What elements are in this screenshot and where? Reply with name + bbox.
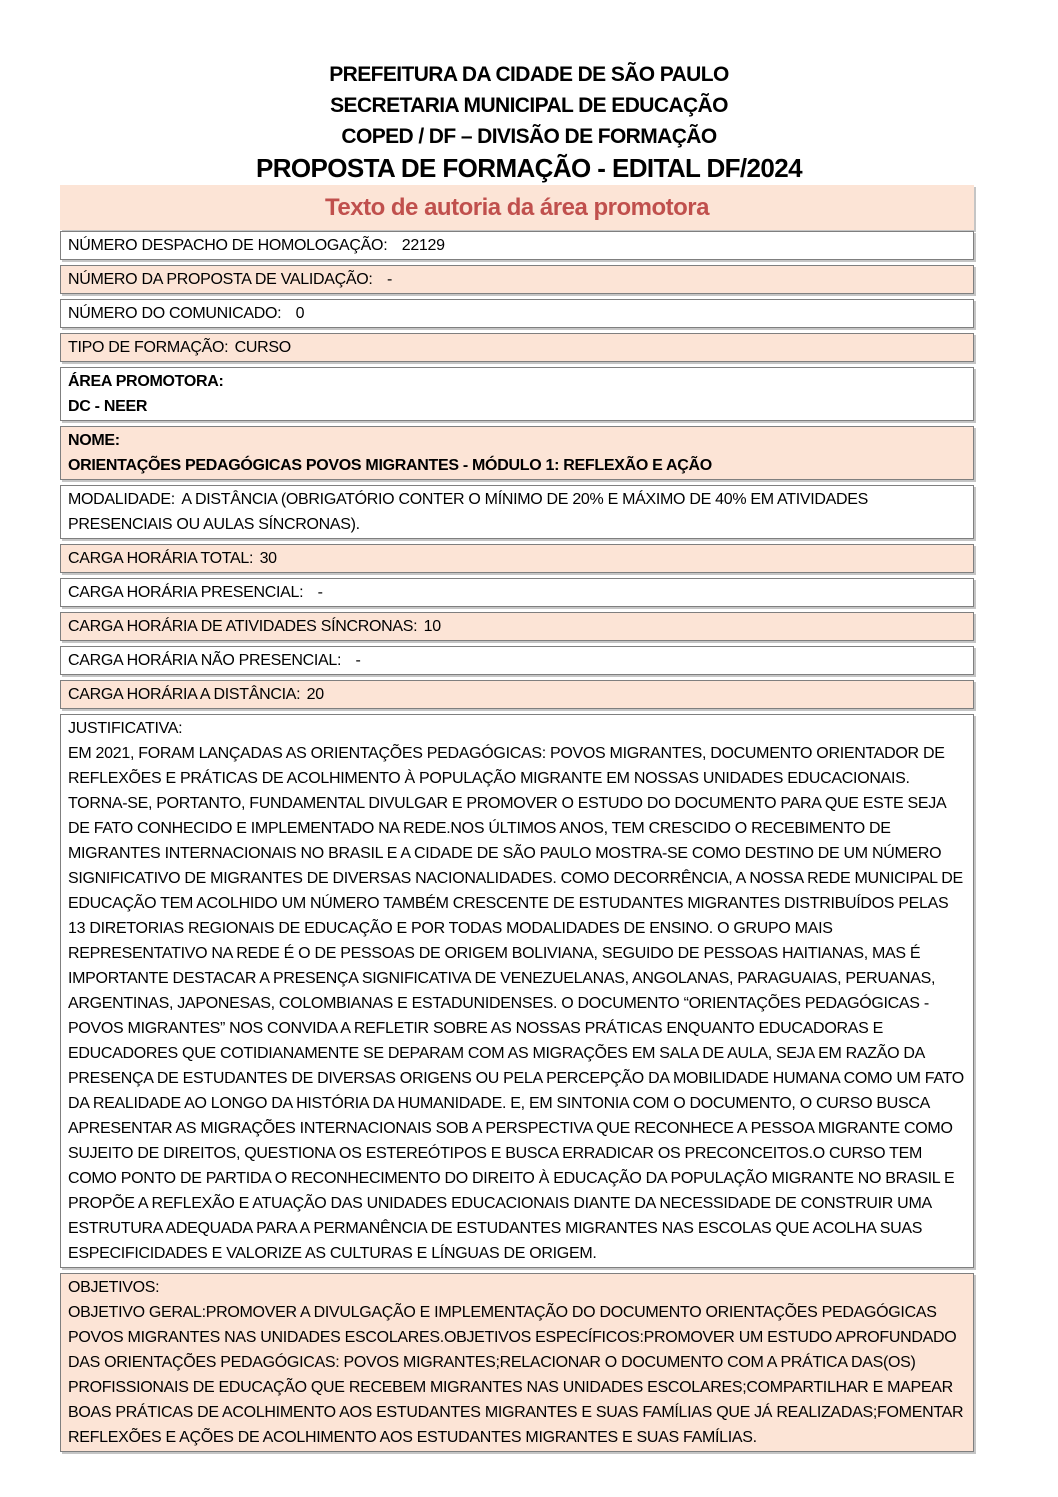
- field-label: CARGA HORÁRIA A DISTÂNCIA:: [68, 686, 301, 703]
- field-label: CARGA HORÁRIA DE ATIVIDADES SÍNCRONAS:: [68, 618, 418, 635]
- field-despacho-homologacao: [60, 231, 974, 260]
- field-value: ORIENTAÇÕES PEDAGÓGICAS POVOS MIGRANTES - MÓDULO 1: REFLEXÃO E AÇÃO: [68, 457, 712, 474]
- field-carga-horaria-presencial: [60, 578, 974, 607]
- field-value: A DISTÂNCIA (OBRIGATÓRIO CONTER O MÍNIMO DE 20% E MÁXIMO DE 40% EM ATIVIDADES PRESENCIAIS OU AULAS SÍNCRONAS).: [68, 491, 868, 533]
- field-justificativa: [60, 714, 974, 1268]
- field-label: ÁREA PROMOTORA:: [68, 373, 224, 390]
- field-numero-comunicado: [60, 299, 974, 328]
- field-nome: [60, 426, 974, 480]
- field-label: OBJETIVOS:: [68, 1279, 160, 1296]
- field-value: 20: [306, 686, 324, 703]
- field-carga-horaria-distancia: [60, 680, 974, 709]
- field-label: NOME:: [68, 432, 120, 449]
- field-value: 0: [295, 305, 305, 322]
- document-header: [0, 0, 1058, 184]
- field-label: MODALIDADE:: [68, 491, 175, 508]
- org-name-line1: PREFEITURA DA CIDADE DE SÃO PAULO: [329, 63, 729, 86]
- field-objetivos: [60, 1273, 974, 1452]
- org-name-line2: SECRETARIA MUNICIPAL DE EDUCAÇÃO: [330, 94, 728, 117]
- field-label: NÚMERO DA PROPOSTA DE VALIDAÇÃO:: [68, 271, 373, 288]
- field-value: 22129: [401, 237, 445, 254]
- field-modalidade: [60, 485, 974, 539]
- field-label: NÚMERO DESPACHO DE HOMOLOGAÇÃO:: [68, 237, 388, 254]
- field-label: JUSTIFICATIVA:: [68, 720, 183, 737]
- field-value: CURSO: [234, 339, 291, 356]
- field-label: NÚMERO DO COMUNICADO:: [68, 305, 282, 322]
- field-carga-horaria-sincronas: [60, 612, 974, 641]
- field-label: TIPO DE FORMAÇÃO:: [68, 339, 229, 356]
- field-label: CARGA HORÁRIA NÃO PRESENCIAL:: [68, 652, 342, 669]
- field-tipo-formacao: [60, 333, 974, 362]
- field-area-promotora: [60, 367, 974, 421]
- field-value: -: [317, 584, 323, 601]
- field-proposta-validacao: [60, 265, 974, 294]
- field-value: 10: [423, 618, 441, 635]
- field-label: CARGA HORÁRIA PRESENCIAL:: [68, 584, 304, 601]
- field-value: OBJETIVO GERAL:PROMOVER A DIVULGAÇÃO E IMPLEMENTAÇÃO DO DOCUMENTO ORIENTAÇÕES PEDAGÓGICAS POVOS MIGRANTES NAS UNIDADES ESCOLARES.OBJETIVOS ESPECÍFICOS:PROMOVER UM ESTUDO APROFUNDADO DAS ORIENTAÇÕES PEDAGÓGICAS: POVOS MIGRANTES;RELACIONAR O DOCUMENTO COM A PRÁTICA DAS(OS) PROFISSIONAIS DE EDUCAÇÃO QUE RECEBEM MIGRANTES NAS UNIDADES ESCOLARES;COMPARTILHAR E MAPEAR BOAS PRÁTICAS DE ACOLHIMENTO AOS ESTUDANTES MIGRANTES E SUAS FAMÍLIAS QUE JÁ REALIZADAS;FOMENTAR REFLEXÕES E AÇÕES DE ACOLHIMENTO AOS ESTUDANTES MIGRANTES E SUAS FAMÍLIAS.: [68, 1304, 964, 1446]
- field-value: -: [386, 271, 392, 288]
- field-value: 30: [259, 550, 277, 567]
- field-value: DC - NEER: [68, 398, 148, 415]
- field-label: CARGA HORÁRIA TOTAL:: [68, 550, 254, 567]
- field-value: EM 2021, FORAM LANÇADAS AS ORIENTAÇÕES PEDAGÓGICAS: POVOS MIGRANTES, DOCUMENTO ORIENTADOR DE REFLEXÕES E PRÁTICAS DE ACOLHIMENTO À POPULAÇÃO MIGRANTE EM NOSSAS UNIDADES EDUCACIONAIS. TORNA-SE, PORTANTO, FUNDAMENTAL DIVULGAR E PROMOVER O ESTUDO DO DOCUMENTO PARA QUE ESTE SEJA DE FATO CONHECIDO E IMPLEMENTADO NA REDE.NOS ÚLTIMOS ANOS, TEM CRESCIDO O RECEBIMENTO DE MIGRANTES INTERNACIONAIS NO BRASIL E A CIDADE DE SÃO PAULO MOSTRA-SE COMO DESTINO DE UM NÚMERO SIGNIFICATIVO DE MIGRANTES DE DIVERSAS NACIONALIDADES. COMO DECORRÊNCIA, A NOSSA REDE MUNICIPAL DE EDUCAÇÃO TEM ACOLHIDO UM NÚMERO TAMBÉM CRESCENTE DE ESTUDANTES MIGRANTES DISTRIBUÍDOS PELAS 13 DIRETORIAS REGIONAIS DE EDUCAÇÃO E POR TODAS MODALIDADES DE ENSINO. O GRUPO MAIS REPRESENTATIVO NA REDE É O DE PESSOAS DE ORIGEM BOLIVIANA, SEGUIDO DE PESSOAS HAITIANAS, MAS É IMPORTANTE DESTACAR A PRESENÇA SIGNIFICATIVA DE VENEZUELANAS, ANGOLANAS, PARAGUAIAS, PERUANAS, ARGENTINAS, JAPONESAS, COLOMBIANAS E ESTADUNIDENSES. O DOCUMENTO “ORIENTAÇÕES PEDAGÓGICAS - POVOS MIGRANTES” NOS CONVIDA A REFLETIR SOBRE AS NOSSAS PRÁTICAS ENQUANTO EDUCADORAS E EDUCADORES QUE COTIDIANAMENTE SE DEPARAM COM AS MIGRAÇÕES EM SALA DE AULA, SEJA EM RAZÃO DA PRESENÇA DE ESTUDANTES DE DIVERSAS ORIGENS OU PELA PERCEPÇÃO DA MOBILIDADE HUMANA COMO UM FATO DA REALIDADE AO LONGO DA HISTÓRIA DA HUMANIDADE. E, EM SINTONIA COM O DOCUMENTO, O CURSO BUSCA APRESENTAR AS MIGRAÇÕES INTERNACIONAIS SOB A PERSPECTIVA QUE RECONHECE A PESSOA MIGRANTE COMO SUJEITO DE DIREITOS, QUESTIONA OS ESTEREÓTIPOS E BUSCA ERRADICAR OS PRECONCEITOS.O CURSO TEM COMO PONTO DE PARTIDA O RECONHECIMENTO DO DIREITO À EDUCAÇÃO DA POPULAÇÃO MIGRANTE NO BRASIL E PROPÕE A REFLEXÃO E ATUAÇÃO DAS UNIDADES EDUCACIONAIS DIANTE DA NECESSIDADE DE CONSTRUIR UMA ESTRUTURA ADEQUADA PARA A PERMANÊNCIA DE ESTUDANTES MIGRANTES NAS ESCOLAS QUE ACOLHA SUAS ESPECIFICIDADES E VALORIZE AS CULTURAS E LÍNGUAS DE ORIGEM.: [68, 745, 964, 1262]
- field-value: -: [355, 652, 361, 669]
- field-carga-horaria-nao-presencial: [60, 646, 974, 675]
- org-name-line3: COPED / DF – DIVISÃO DE FORMAÇÃO: [341, 125, 717, 148]
- document-title: PROPOSTA DE FORMAÇÃO - EDITAL DF/2024: [255, 153, 802, 183]
- form-fields: [60, 231, 974, 1452]
- field-carga-horaria-total: [60, 544, 974, 573]
- banner-title: Texto de autoria da área promotora: [60, 185, 974, 230]
